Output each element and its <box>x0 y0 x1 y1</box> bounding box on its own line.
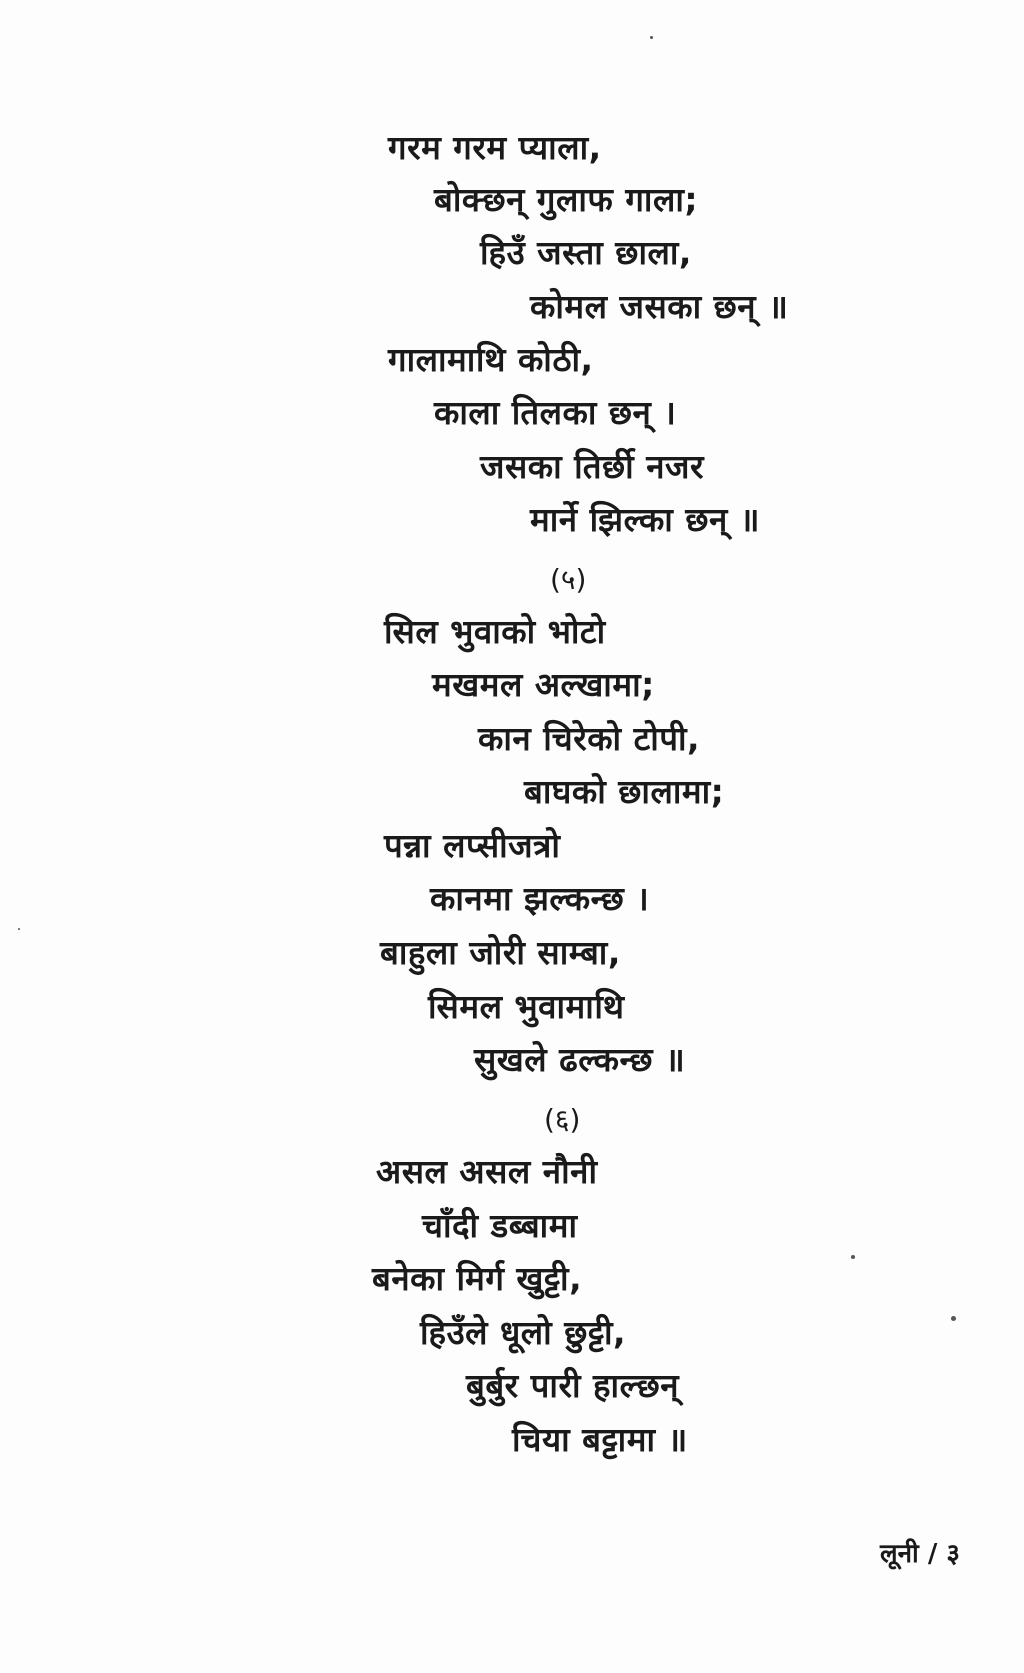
poem-line: बनेका मिर्ग खुट्टी, <box>372 1259 583 1298</box>
poem-line: मखमल अल्खामा; <box>432 665 655 704</box>
scan-speck <box>18 928 20 930</box>
scan-speck <box>951 1316 956 1321</box>
poem-line: कानमा झल्कन्छ । <box>430 879 650 918</box>
poem-line: सिल भुवाको भोटो <box>384 612 606 651</box>
poem-line: मार्ने झिल्का छन् ॥ <box>530 500 761 539</box>
poem-line: सुखले ढल्कन्छ ॥ <box>474 1040 686 1079</box>
scan-speck <box>851 1255 855 1259</box>
poem-line: सिमल भुवामाथि <box>428 987 625 1026</box>
poem-line: असल असल नौनी <box>376 1152 598 1191</box>
poem-line: कान चिरेको टोपी, <box>478 719 701 758</box>
poem-line: पन्ना लप्सीजत्रो <box>384 826 561 865</box>
poem-line: बाघको छालामा; <box>524 772 725 811</box>
poem-line: काला तिलका छन् । <box>434 393 677 432</box>
poem-line: बोक्छन् गुलाफ गाला; <box>434 180 699 219</box>
poem-line: गालामाथि कोठी, <box>388 340 594 379</box>
poem-line: चाँदी डब्बामा <box>422 1206 578 1245</box>
poem-line: कोमल जसका छन् ॥ <box>530 287 789 326</box>
stanza-number: (५) <box>550 563 587 596</box>
poem-line: बुर्बुर पारी हाल्छन् <box>466 1366 680 1405</box>
poem-line: हिउँले धूलो छुट्टी, <box>420 1313 627 1352</box>
poem-line: गरम गरम प्याला, <box>388 128 602 167</box>
poem-line: हिउँ जस्ता छाला, <box>480 233 692 272</box>
poem-line: बाहुला जोरी साम्बा, <box>380 933 621 972</box>
stanza-number: (६) <box>544 1103 581 1136</box>
poem-line: जसका तिर्छी नजर <box>480 447 704 486</box>
scan-speck <box>650 36 653 39</box>
page-footer: लूनी / ३ <box>880 1539 960 1569</box>
poem-line: चिया बट्टामा ॥ <box>512 1420 688 1459</box>
